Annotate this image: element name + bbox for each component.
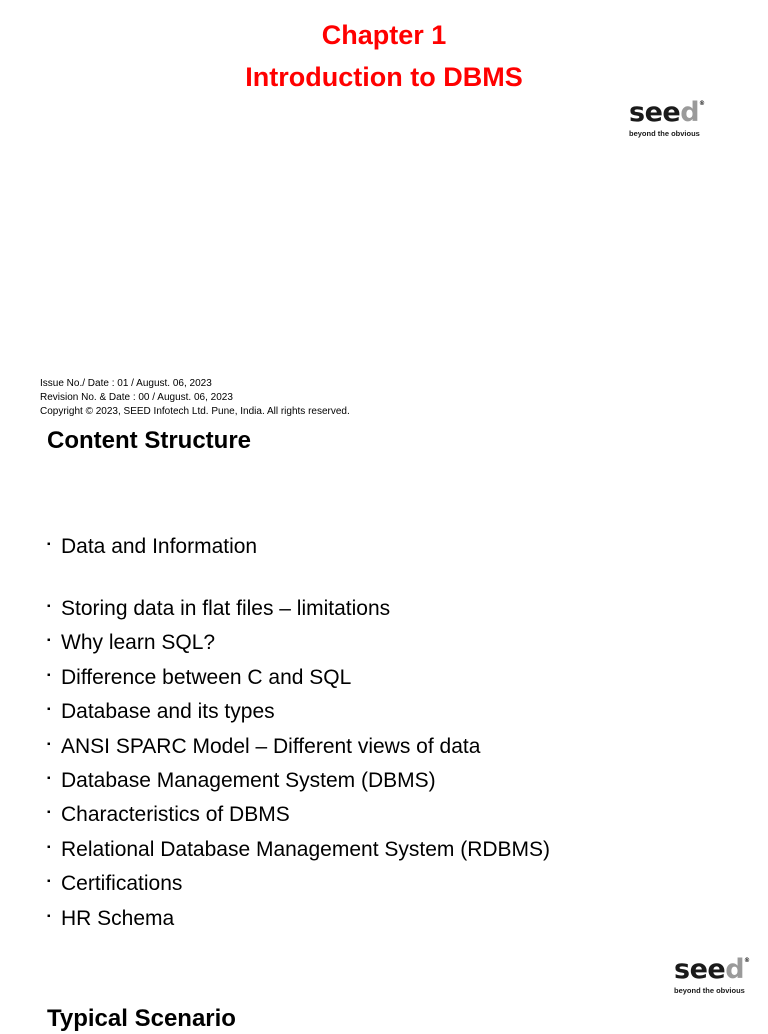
- bullet-icon: ▪: [47, 807, 51, 819]
- logo-letter: d: [680, 97, 700, 128]
- logo-letter: e: [662, 97, 681, 128]
- list-item: [47, 532, 257, 562]
- bullet-icon: ▪: [47, 911, 51, 923]
- issue-line: Issue No./ Date : 01 / August. 06, 2023: [40, 378, 212, 389]
- content-structure-slide: [0, 427, 768, 1032]
- bullet-icon: ▪: [47, 739, 51, 751]
- list-item-text: Database and its types: [61, 700, 275, 723]
- seed-logo-wordmark: [629, 98, 705, 128]
- section-heading: Typical Scenario: [47, 1005, 236, 1032]
- registered-mark: ®: [744, 957, 750, 964]
- list-item-text: Storing data in flat files – limitations: [61, 597, 391, 620]
- logo-letter: e: [707, 954, 726, 985]
- list-item: [47, 904, 174, 934]
- bullet-icon: ▪: [47, 539, 51, 551]
- list-item-text: Certifications: [61, 872, 183, 895]
- bullet-icon: ▪: [47, 876, 51, 888]
- list-item-text: Database Management System (DBMS): [61, 769, 436, 792]
- logo-tagline: beyond the obvious: [629, 129, 700, 138]
- logo-tagline: beyond the obvious: [674, 986, 745, 995]
- logo-letter: e: [644, 97, 663, 128]
- list-item-text: Data and Information: [61, 535, 258, 558]
- bullet-icon: ▪: [47, 773, 51, 785]
- document-meta: [40, 377, 350, 419]
- list-item-text: Characteristics of DBMS: [61, 803, 290, 826]
- logo-letter: s: [629, 97, 645, 128]
- seed-logo: [674, 955, 750, 995]
- list-item: [47, 800, 290, 830]
- list-item-text: HR Schema: [61, 907, 175, 930]
- list-item: [47, 766, 436, 796]
- logo-letter: d: [725, 954, 745, 985]
- logo-letter: e: [689, 954, 708, 985]
- chapter-title: Introduction to DBMS: [245, 62, 523, 92]
- chapter-number: Chapter 1: [321, 20, 447, 50]
- bullet-icon: ▪: [47, 670, 51, 682]
- bullet-icon: ▪: [47, 601, 51, 613]
- list-item: [47, 663, 351, 693]
- seed-logo: [629, 98, 705, 138]
- bullet-icon: ▪: [47, 842, 51, 854]
- copyright-line: Copyright © 2023, SEED Infotech Ltd. Pune, India. All rights reserved.: [40, 406, 350, 417]
- list-item-text: Difference between C and SQL: [61, 666, 352, 689]
- seed-logo-wordmark: [674, 955, 750, 985]
- list-item: [47, 697, 275, 727]
- revision-line: Revision No. & Date : 00 / August. 06, 2023: [40, 392, 233, 403]
- list-item-text: Why learn SQL?: [61, 631, 216, 654]
- list-item: [47, 594, 390, 624]
- list-item: [47, 869, 182, 899]
- title-slide: [0, 0, 768, 428]
- list-item-text: ANSI SPARC Model – Different views of data: [61, 735, 481, 758]
- list-item: [47, 835, 550, 865]
- list-item: [47, 628, 215, 658]
- registered-mark: ®: [699, 100, 705, 107]
- logo-letter: s: [674, 954, 690, 985]
- bullet-icon: ▪: [47, 635, 51, 647]
- section-heading: Content Structure: [47, 427, 251, 454]
- bullet-icon: ▪: [47, 704, 51, 716]
- list-item-text: Relational Database Management System (RDBMS): [61, 838, 551, 861]
- list-item: [47, 732, 480, 762]
